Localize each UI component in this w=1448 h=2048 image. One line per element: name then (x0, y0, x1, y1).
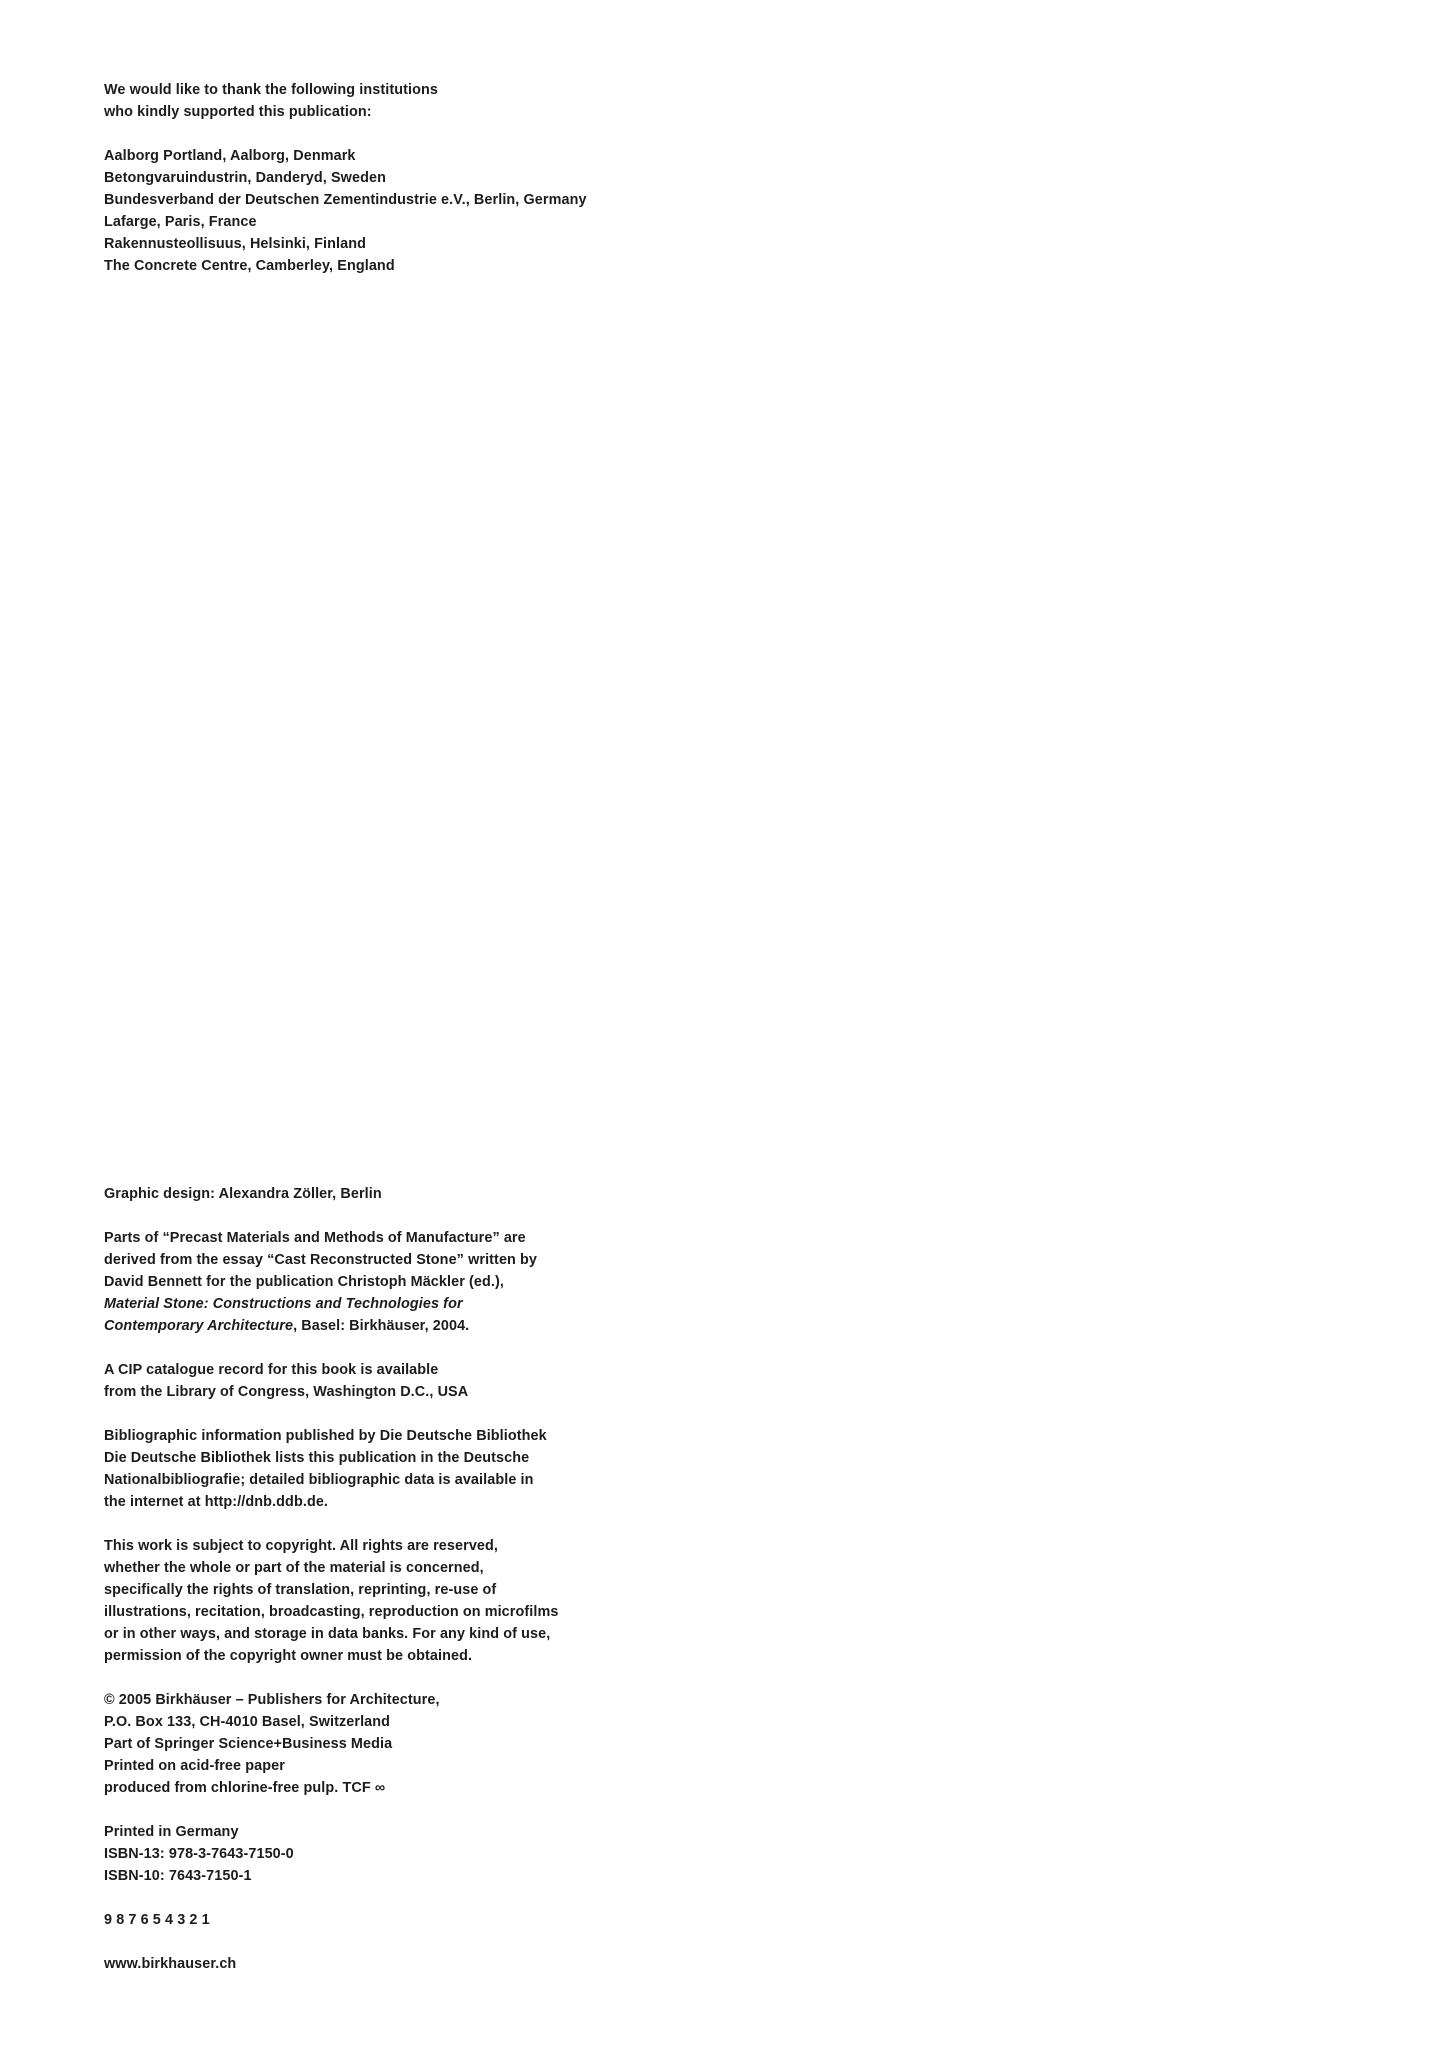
spacer (104, 1887, 558, 1909)
spacer (104, 1337, 558, 1359)
copyright-notice-line: specifically the rights of translation, reprinting, re-use of (104, 1582, 497, 1598)
graphic-design-credit: Graphic design: Alexandra Zöller, Berlin (104, 1186, 382, 1202)
cip-line: from the Library of Congress, Washington D.C., USA (104, 1384, 469, 1400)
parts-note-book-title-end: Contemporary Architecture (104, 1318, 294, 1334)
institution-item: Bundesverband der Deutschen Zementindustrie e.V., Berlin, Germany (104, 192, 587, 208)
parts-note-line: derived from the essay “Cast Reconstructed Stone” written by (104, 1252, 538, 1268)
spacer (104, 123, 587, 145)
institution-item: The Concrete Centre, Camberley, England (104, 258, 395, 274)
institution-item: Lafarge, Paris, France (104, 214, 257, 230)
parts-note-line: David Bennett for the publication Christoph Mäckler (ed.), (104, 1274, 504, 1290)
institution-item: Rakennusteollisuus, Helsinki, Finland (104, 236, 366, 252)
copyright-notice-line: whether the whole or part of the material is concerned, (104, 1560, 484, 1576)
spacer (104, 1403, 558, 1425)
spacer (104, 1931, 558, 1953)
colophon-section (104, 1183, 558, 1975)
parts-note-line: Parts of “Precast Materials and Methods of Manufacture” are (104, 1230, 526, 1246)
spacer (104, 1799, 558, 1821)
publisher-line: produced from chlorine-free pulp. TCF ∞ (104, 1780, 386, 1796)
spacer (104, 1513, 558, 1535)
isbn-10: ISBN-10: 7643-7150-1 (104, 1868, 252, 1884)
institution-item: Aalborg Portland, Aalborg, Denmark (104, 148, 356, 164)
bibliographic-line: Nationalbibliografie; detailed bibliographic data is available in (104, 1472, 534, 1488)
publisher-line: © 2005 Birkhäuser – Publishers for Architecture, (104, 1692, 440, 1708)
website-link[interactable]: www.birkhauser.ch (104, 1956, 237, 1972)
cip-line: A CIP catalogue record for this book is available (104, 1362, 439, 1378)
copyright-notice-line: This work is subject to copyright. All rights are reserved, (104, 1538, 499, 1554)
spacer (104, 1205, 558, 1227)
spacer (104, 1667, 558, 1689)
copyright-notice-line: permission of the copyright owner must be obtained. (104, 1648, 473, 1664)
parts-note-line (104, 1315, 558, 1337)
institution-item: Betongvaruindustrin, Danderyd, Sweden (104, 170, 386, 186)
copyright-notice-line: or in other ways, and storage in data banks. For any kind of use, (104, 1626, 551, 1642)
bibliographic-line: Bibliographic information published by Die Deutsche Bibliothek (104, 1428, 547, 1444)
isbn-13: ISBN-13: 978-3-7643-7150-0 (104, 1846, 294, 1862)
bibliographic-line: the internet at http://dnb.ddb.de. (104, 1494, 329, 1510)
publisher-line: Part of Springer Science+Business Media (104, 1736, 393, 1752)
printing-line: Printed in Germany (104, 1824, 239, 1840)
publisher-line: Printed on acid-free paper (104, 1758, 285, 1774)
bibliographic-line: Die Deutsche Bibliothek lists this publication in the Deutsche (104, 1450, 530, 1466)
acknowledgement-intro-line: We would like to thank the following institutions (104, 82, 439, 98)
parts-note-book-title: Material Stone: Constructions and Technologies for (104, 1296, 463, 1312)
publisher-line: P.O. Box 133, CH-4010 Basel, Switzerland (104, 1714, 391, 1730)
acknowledgement-section (104, 79, 587, 277)
copyright-notice-line: illustrations, recitation, broadcasting, reproduction on microfilms (104, 1604, 559, 1620)
acknowledgement-intro-line: who kindly supported this publication: (104, 104, 372, 120)
print-run-numbers: 9 8 7 6 5 4 3 2 1 (104, 1912, 210, 1928)
parts-note-publisher: , Basel: Birkhäuser, 2004. (293, 1318, 470, 1334)
